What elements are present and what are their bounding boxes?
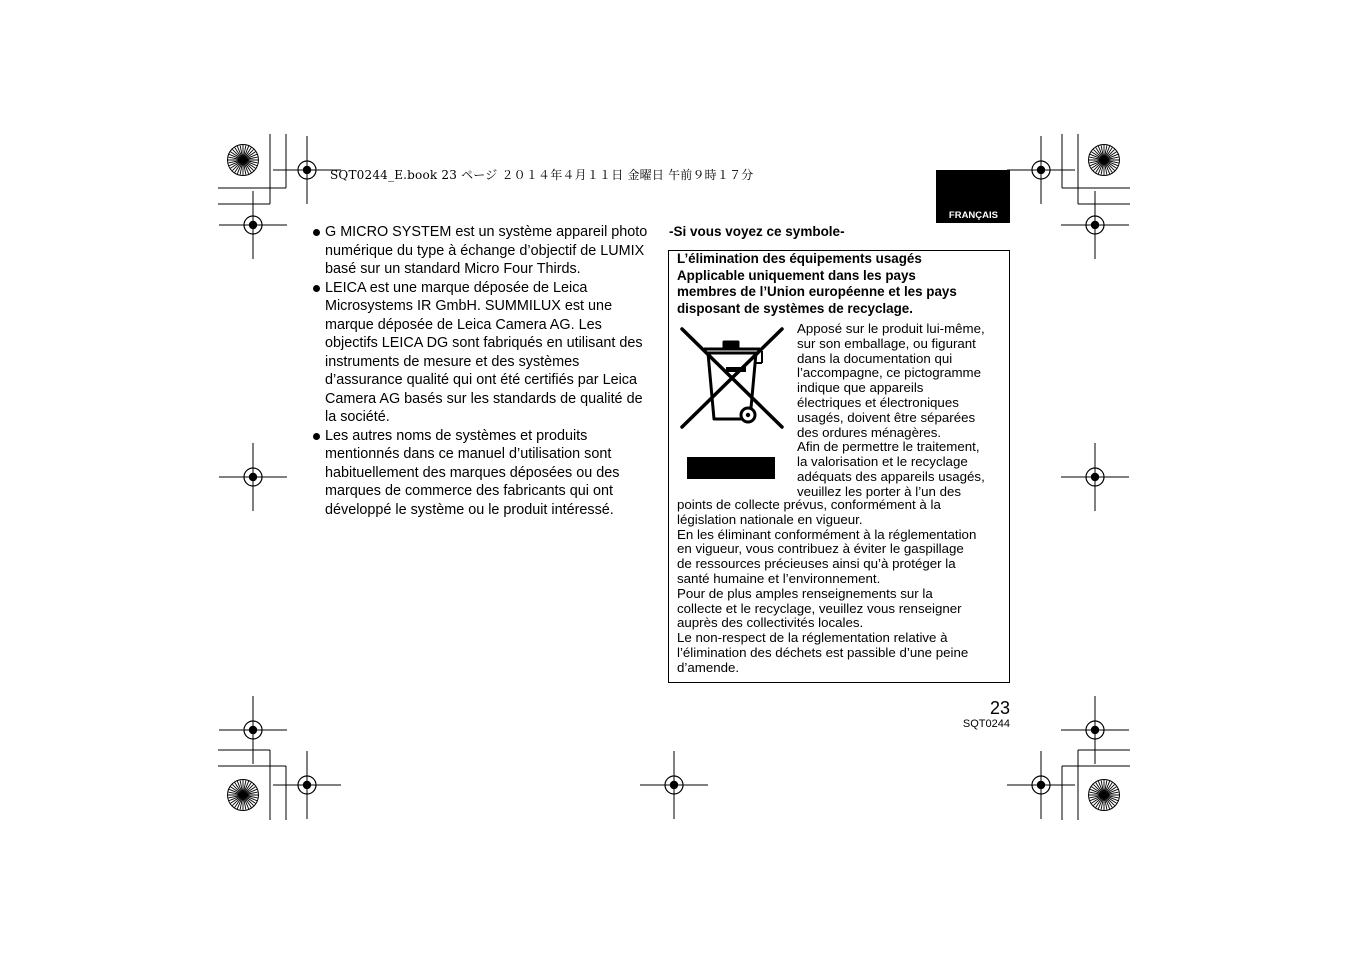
bin-underline-bar (687, 457, 775, 479)
text-line: indique que appareils (797, 380, 924, 396)
print-header: SQT0244_E.book 23 ページ ２０１４年４月１１日 金曜日 午前９時１７分 (330, 168, 754, 182)
trademark-item: LEICA est une marque déposée de Leica Microsystems IR GmbH. SUMMILUX est une marque déposée de Leica Camera AG. Les objectifs LEICA DG sont fabriqués en utilisant des instruments de mesure et des systèmes d’assurance qualité qui ont été certifiés par Leica Camera AG basés sur les standards de qualité de la société. (311, 279, 656, 427)
text-line: points de collecte prévus, conformément à la (677, 497, 941, 512)
text-line: électriques et électroniques (797, 394, 959, 410)
text-line: Le non-respect de la réglementation relative à (677, 630, 948, 646)
notice-side-text (797, 322, 1007, 500)
text-line: des ordures ménagères. (797, 424, 942, 440)
text-line: auprès des collectivités locales. (677, 615, 864, 631)
disposal-notice-box (668, 250, 1010, 683)
text-line: Apposé sur le produit lui-même, (797, 321, 985, 336)
section-heading: -Si vous voyez ce symbole- (669, 224, 845, 239)
text-line: Pour de plus amples renseignements sur la (677, 585, 933, 601)
text-line: d’amende. (677, 659, 740, 675)
text-line: Afin de permettre le traitement, (797, 439, 980, 455)
trademark-item: Les autres noms de systèmes et produits mentionnés dans ce manuel d’utilisation sont habituellement des marques déposées ou des marques de commerce des fabricants qui ont développé le système ou le produit intéressé. (311, 427, 656, 520)
language-tab: FRANÇAIS (936, 170, 1010, 223)
text-line: sur son emballage, ou figurant (797, 335, 976, 351)
crossed-out-wheeled-bin-icon (678, 323, 786, 431)
notice-title-line: Applicable uniquement dans les pays (677, 267, 916, 283)
text-line: la valorisation et le recyclage (797, 454, 968, 470)
notice-title-line: L’élimination des équipements usagés (677, 251, 922, 266)
text-line: législation nationale en vigueur. (677, 511, 863, 527)
text-line: de ressources précieuses ainsi qu’à protéger la (677, 556, 956, 572)
text-line: En les éliminant conformément à la réglementation (677, 526, 977, 542)
trademark-list (311, 223, 656, 519)
trademark-item: G MICRO SYSTEM est un système appareil photo numérique du type à échange d’objectif de LUMIX basé sur un standard Micro Four Thirds. (311, 223, 656, 279)
notice-title-line: membres de l’Union européenne et les pays (677, 284, 957, 300)
text-line: adéquats des appareils usagés, (797, 468, 985, 484)
text-line: usagés, doivent être séparées (797, 409, 976, 425)
text-line: l’accompagne, ce pictogramme (797, 365, 982, 381)
page-number: 23 (989, 698, 1010, 718)
document-code: SQT0244 (962, 718, 1010, 730)
notice-title (677, 251, 1003, 317)
notice-body-text (677, 498, 1007, 676)
text-line: collecte et le recyclage, veuillez vous renseigner (677, 600, 962, 616)
text-line: dans la documentation qui (797, 350, 953, 366)
notice-title-line: disposant de systèmes de recyclage. (677, 300, 913, 316)
text-line: veuillez les porter à l’un des (797, 483, 962, 499)
text-line: l’élimination des déchets est passible d’une peine (677, 644, 969, 660)
text-line: santé humaine et l’environnement. (677, 570, 881, 586)
text-line: en vigueur, vous contribuez à éviter le gaspillage (677, 541, 964, 557)
